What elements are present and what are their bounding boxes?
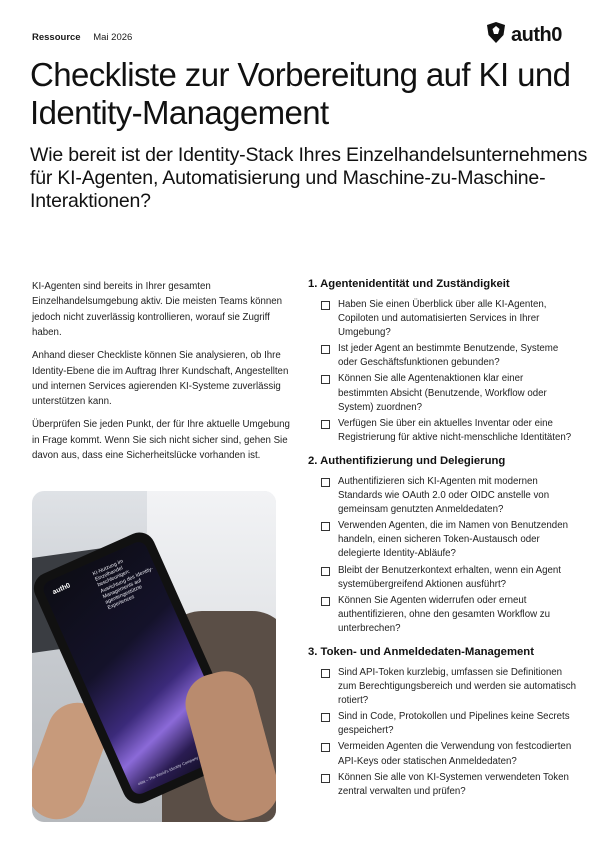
page-title: Checkliste zur Vorbereitung auf KI und Identity-Management [30, 56, 571, 131]
shield-icon [487, 22, 505, 48]
checkbox[interactable] [321, 420, 330, 429]
checklist-item [308, 342, 576, 370]
item-text: Verwenden Agenten, die im Namen von Benutzenden handeln, einen sicheren Token-Austausch oder delegierte Identity-Abläufe? [338, 520, 568, 560]
page-subtitle: Wie bereit ist der Identity-Stack Ihres Einzelhandelsunternehmens für KI-Agenten, Automatisierung und Maschine-zu-Maschine-Interaktionen? [30, 144, 588, 212]
auth0-logo [487, 22, 562, 48]
checklist-section [308, 453, 576, 636]
header-meta [32, 32, 132, 43]
checklist-item [308, 417, 576, 445]
checkbox[interactable] [321, 301, 330, 310]
checkbox[interactable] [321, 567, 330, 576]
item-text: Vermeiden Agenten die Verwendung von festcodierten API-Keys oder statischen Anmeldedaten? [338, 741, 572, 767]
item-text: Haben Sie einen Überblick über alle KI-Agenten, Copiloten und automatisierten Services in Ihrer Umgebung? [338, 299, 547, 339]
checklist-item [308, 740, 576, 768]
tablet-photo [32, 491, 276, 822]
item-text: Sind in Code, Protokollen und Pipelines keine Secrets gespeichert? [338, 711, 570, 737]
tablet-logo: auth0 [51, 582, 72, 597]
checkbox[interactable] [321, 713, 330, 722]
checklist-section [308, 276, 576, 445]
checklist-item [308, 298, 576, 340]
checkbox[interactable] [321, 597, 330, 606]
item-text: Ist jeder Agent an bestimmte Benutzende, Systeme oder Geschäftsfunktionen gebunden? [338, 343, 559, 369]
item-text: Bleibt der Benutzerkontext erhalten, wenn ein Agent systemübergreifend Aktionen ausführt? [338, 564, 561, 590]
intro-paragraph: Überprüfen Sie jeden Punkt, der für Ihre aktuelle Umgebung in Frage kommt. Wenn Sie sich nicht sicher sind, gehen Sie davon aus, dass eine Sicherheitslücke vorhanden ist. [32, 419, 290, 462]
checklist-item [308, 710, 576, 738]
intro-paragraph: Anhand dieser Checkliste können Sie analysieren, ob Ihre Identity-Ebene die im Auftrag Ihrer Kundschaft, Angestellten und internen Services agierenden KI-Systeme zuverlässig unterstützen kann. [32, 350, 289, 408]
category-label: Ressource [32, 32, 81, 43]
item-text: Sind API-Token kurzlebig, umfassen sie Definitionen zum Berechtigungsbereich und werden sie automatisch rotiert? [338, 666, 577, 707]
checklist-item [308, 564, 576, 592]
date-label: Mai 2026 [93, 32, 133, 43]
item-text: Können Sie Agenten widerrufen oder erneut authentifizieren, ohne den gesamten Workflow zu unterbrechen? [338, 594, 550, 634]
checklist-item [308, 771, 576, 799]
section-title: 1. Agentenidentität und Zuständigkeit [308, 278, 510, 290]
checkbox[interactable] [321, 375, 330, 384]
item-text: Authentifizieren sich KI-Agenten mit modernen Standards wie OAuth 2.0 oder OIDC anstelle von gemeinsam genutzten Anmeldedaten? [338, 475, 550, 516]
logo-wordmark: auth0 [511, 23, 562, 46]
checklist-item [308, 519, 576, 561]
intro-paragraph: KI-Agenten sind bereits in Ihrer gesamten Einzelhandelsumgebung aktiv. Die meisten Teams können jedoch nicht zuverlässig kontrollieren, worauf sie Zugriff haben. [32, 281, 283, 339]
section-title: 3. Token- und Anmeldedaten-Management [308, 645, 534, 658]
checklist [308, 276, 576, 807]
item-text: Können Sie alle von KI-Systemen verwendeten Token zentral verwalten und prüfen? [338, 771, 569, 797]
checkbox[interactable] [321, 774, 330, 783]
checkbox[interactable] [321, 522, 330, 531]
tablet-footer: okta – The World's Identity Company [137, 755, 199, 787]
checklist-section [308, 644, 576, 799]
item-text: Verfügen Sie über ein aktuelles Inventar oder eine Registrierung für aktive nicht-menschliche Identitäten? [338, 417, 572, 443]
section-title: 2. Authentifizierung und Delegierung [308, 454, 506, 467]
checkbox[interactable] [321, 669, 330, 678]
checkbox[interactable] [321, 345, 330, 354]
checklist-item [308, 666, 576, 708]
checklist-item [308, 475, 576, 517]
checklist-item [308, 372, 576, 414]
tablet-title: KI-Nutzung im Einzelhandel beschleunigen: Ausrichtung des Identity-Managements auf agentengestützte Experiences [91, 558, 154, 612]
checkbox[interactable] [321, 743, 330, 752]
item-text: Können Sie alle Agentenaktionen klar einer bestimmten Absicht (Benutzende, Workflow oder System) zuordnen? [338, 373, 547, 413]
checkbox[interactable] [321, 478, 330, 487]
intro-text [32, 279, 290, 471]
checklist-item [308, 594, 576, 636]
